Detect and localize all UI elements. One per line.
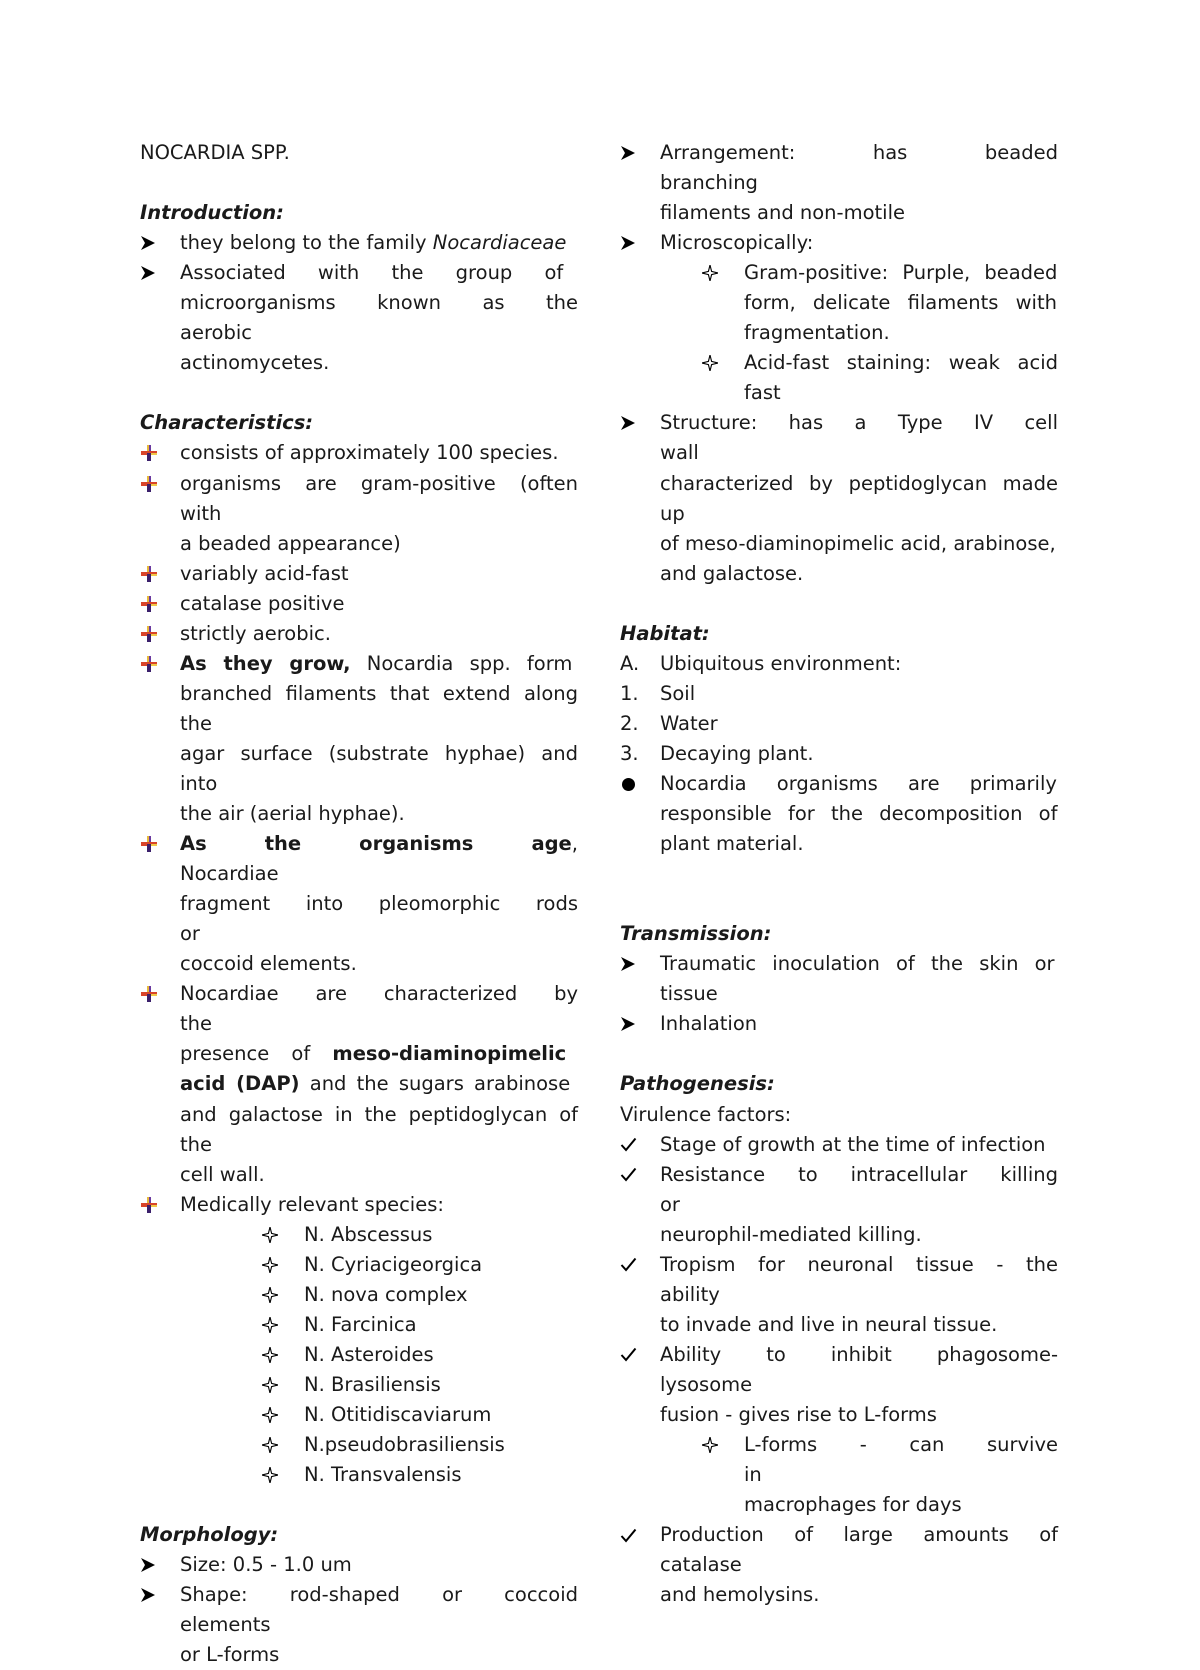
document-title: NOCARDIA SPP. [140, 141, 290, 164]
checkmark-icon [620, 1346, 637, 1363]
colored-cross-bullet-icon [140, 565, 158, 583]
list-item: they belong to the family Nocardiaceae [140, 228, 578, 258]
four-point-star-icon [702, 355, 718, 371]
habitat-heading: Habitat: [620, 621, 710, 645]
list-label: 2. [620, 711, 639, 735]
text-line: Soil [660, 681, 696, 705]
species-item [140, 1220, 578, 1250]
transmission-heading: Transmission: [620, 922, 772, 946]
arrow-bullet-icon [140, 1557, 156, 1573]
four-point-star-icon [262, 1347, 278, 1363]
colored-cross-bullet-icon [140, 835, 158, 853]
text-line: filaments and non-motile [660, 201, 905, 225]
text-line: macrophages for days [744, 1493, 962, 1517]
list-label: 3. [620, 741, 639, 765]
text-line: a beaded appearance) [180, 531, 401, 555]
text-line: Microscopically: [660, 231, 814, 255]
text-line: Structure: has a Type IV cell wall [660, 411, 1058, 465]
arrow-bullet-icon [620, 415, 636, 431]
text-line: and hemolysins. [660, 1583, 820, 1607]
text-span: , Nocardiae [180, 832, 578, 886]
text-line: Decaying plant. [660, 741, 814, 765]
list-label: 1. [620, 681, 639, 705]
text-span: presence of [180, 1042, 333, 1066]
text-line [180, 829, 578, 889]
characteristic-item [140, 438, 578, 468]
text-line: Stage of growth at the time of infection [660, 1132, 1046, 1156]
checkmark-icon [620, 1166, 637, 1183]
characteristic-item [140, 829, 578, 979]
bold-span: meso-diaminopimelic [332, 1042, 567, 1066]
arrow-bullet-icon [620, 1016, 636, 1032]
four-point-star-icon [262, 1377, 278, 1393]
colored-cross-bullet-icon [140, 1196, 158, 1214]
text-span: and the sugars arabinose [299, 1072, 571, 1096]
species-name: N.pseudobrasiliensis [304, 1433, 505, 1457]
four-point-star-icon [262, 1467, 278, 1483]
sub-list-item [620, 258, 1058, 348]
four-point-star-icon [262, 1287, 278, 1303]
text-line: L-forms - can survive in [744, 1433, 1058, 1487]
colored-cross-bullet-icon [140, 625, 158, 643]
list-item [620, 709, 1058, 739]
list-item [620, 649, 1058, 679]
arrow-bullet-icon [620, 145, 636, 161]
list-item [140, 1580, 578, 1670]
text-line: of meso-diaminopimelic acid, arabinose, [660, 531, 1056, 555]
characteristic-item [140, 979, 578, 1189]
text-line: microorganisms known as the aerobic [180, 291, 578, 345]
species-name: N. Asteroides [304, 1342, 434, 1366]
four-point-star-icon [262, 1227, 278, 1243]
virulence-factor-item [620, 1340, 1058, 1430]
text-line: agar surface (substrate hyphae) and into [180, 741, 578, 795]
text-line: fusion - gives rise to L-forms [660, 1402, 937, 1426]
text-line [180, 649, 578, 679]
text-line: Size: 0.5 - 1.0 um [180, 1553, 352, 1577]
species-item [140, 1280, 578, 1310]
species-item [140, 1460, 578, 1490]
four-point-star-icon [262, 1437, 278, 1453]
colored-cross-bullet-icon [140, 475, 158, 493]
text-line: Inhalation [660, 1012, 758, 1036]
text-line [180, 1039, 578, 1069]
text-line: cell wall. [180, 1162, 265, 1186]
species-item [140, 1310, 578, 1340]
text-line: organisms are gram-positive (often with [180, 471, 578, 525]
list-item [620, 739, 1058, 769]
species-item [140, 1430, 578, 1460]
list-label: A. [620, 651, 640, 675]
left-column [140, 138, 578, 1670]
species-name: N. Farcinica [304, 1312, 417, 1336]
characteristic-item [140, 649, 578, 829]
colored-cross-bullet-icon [140, 655, 158, 673]
four-point-star-icon [702, 1437, 718, 1453]
text-line: coccoid elements. [180, 952, 357, 976]
list-item [620, 408, 1058, 588]
text-line: Tropism for neuronal tissue - the ability [660, 1252, 1058, 1306]
list-item [140, 258, 578, 378]
introduction-heading: Introduction: [140, 201, 284, 225]
bold-span: As they grow, [180, 651, 351, 675]
colored-cross-bullet-icon [140, 595, 158, 613]
morphology-heading: Morphology: [140, 1523, 279, 1547]
virulence-subheading: Virulence factors: [620, 1102, 792, 1126]
text-line: plant material. [660, 832, 804, 856]
just-line: Associated with the group of [180, 261, 564, 285]
text-line: branched filaments that extend along the [180, 681, 578, 735]
text-line: or L-forms [180, 1643, 280, 1667]
species-item [140, 1340, 578, 1370]
arrow-bullet-icon [140, 1587, 156, 1603]
colored-cross-bullet-icon [140, 985, 158, 1003]
list-item [620, 679, 1058, 709]
species-name: N. Brasiliensis [304, 1372, 441, 1396]
species-name: N. nova complex [304, 1282, 468, 1306]
characteristic-item [140, 589, 578, 619]
text-line: Traumatic inoculation of the skin or [660, 952, 1055, 976]
text-line: and galactose in the peptidoglycan of the [180, 1102, 578, 1156]
text-line: and galactose. [660, 561, 804, 585]
text-line: Ability to inhibit phagosome-lysosome [660, 1342, 1058, 1396]
virulence-factor-item [620, 1520, 1058, 1610]
text-line: fragmentation. [744, 321, 890, 345]
dot-bullet-icon [622, 778, 635, 791]
text-line: neurophil-mediated killing. [660, 1222, 922, 1246]
text-line: fragment into pleomorphic rods or [180, 892, 578, 946]
text-line: Acid-fast staining: weak acid fast [744, 351, 1058, 405]
text-line: characterized by peptidoglycan made up [660, 471, 1058, 525]
text-line: Shape: rod-shaped or coccoid elements [180, 1583, 578, 1637]
list-item [620, 1009, 1058, 1039]
checkmark-icon [620, 1527, 637, 1544]
text-line: catalase positive [180, 591, 345, 615]
list-item [620, 228, 1058, 258]
text-span: Nocardia spp. form [350, 651, 573, 675]
text-line: Nocardia organisms are primarily [660, 771, 1057, 795]
text-line: consists of approximately 100 species. [180, 441, 559, 465]
text-line: Gram-positive: Purple, beaded [744, 261, 1058, 285]
checkmark-icon [620, 1136, 637, 1153]
text-line: the air (aerial hyphae). [180, 802, 405, 826]
characteristic-item [140, 619, 578, 649]
checkmark-icon [620, 1256, 637, 1273]
list-item [620, 769, 1058, 859]
text-line: Production of large amounts of catalase [660, 1523, 1058, 1577]
species-item [140, 1370, 578, 1400]
four-point-star-icon [262, 1407, 278, 1423]
species-item [140, 1400, 578, 1430]
right-column [620, 138, 1058, 1610]
species-name: N. Abscessus [304, 1222, 433, 1246]
text-line: Resistance to intracellular killing or [660, 1162, 1058, 1216]
text-line [180, 1069, 578, 1099]
species-name: N. Cyriacigeorgica [304, 1252, 483, 1276]
pathogenesis-heading: Pathogenesis: [620, 1072, 775, 1096]
text-line: variably acid-fast [180, 561, 349, 585]
text-line: responsible for the decomposition of [660, 802, 1058, 826]
list-item [620, 949, 1058, 1009]
text-line: strictly aerobic. [180, 621, 331, 645]
bold-span: As the organisms age [180, 832, 572, 856]
colored-cross-bullet-icon [140, 444, 158, 462]
arrow-bullet-icon [620, 235, 636, 251]
four-point-star-icon [262, 1257, 278, 1273]
text-line: to invade and live in neural tissue. [660, 1312, 998, 1336]
virulence-factor-item [620, 1250, 1058, 1340]
text-line: Water [660, 711, 718, 735]
four-point-star-icon [702, 265, 718, 281]
text-line: tissue [660, 982, 718, 1006]
four-point-star-icon [262, 1317, 278, 1333]
sub-list-item [620, 1430, 1058, 1520]
characteristic-item [140, 469, 578, 559]
arrow-bullet-icon [620, 956, 636, 972]
text-line: Ubiquitous environment: [660, 651, 902, 675]
list-item [620, 138, 1058, 228]
characteristic-item [140, 1190, 578, 1220]
characteristics-heading: Characteristics: [140, 411, 314, 435]
arrow-bullet-icon [140, 265, 156, 281]
sub-list-item [620, 348, 1058, 408]
species-item [140, 1250, 578, 1280]
arrow-bullet-icon [140, 235, 156, 251]
virulence-factor-item [620, 1160, 1058, 1250]
bold-span: acid (DAP) [180, 1072, 300, 1096]
species-name: N. Otitidiscaviarum [304, 1402, 492, 1426]
text-line: actinomycetes. [180, 351, 330, 375]
virulence-factor-item [620, 1130, 1058, 1160]
list-item [140, 1550, 578, 1580]
text-line: Nocardiae are characterized by the [180, 982, 578, 1036]
text-line: Medically relevant species: [180, 1192, 444, 1216]
text-line: form, delicate filaments with [744, 291, 1057, 315]
characteristic-item [140, 559, 578, 589]
text-line: Arrangement: has beaded branching [660, 141, 1058, 195]
species-name: N. Transvalensis [304, 1463, 462, 1487]
